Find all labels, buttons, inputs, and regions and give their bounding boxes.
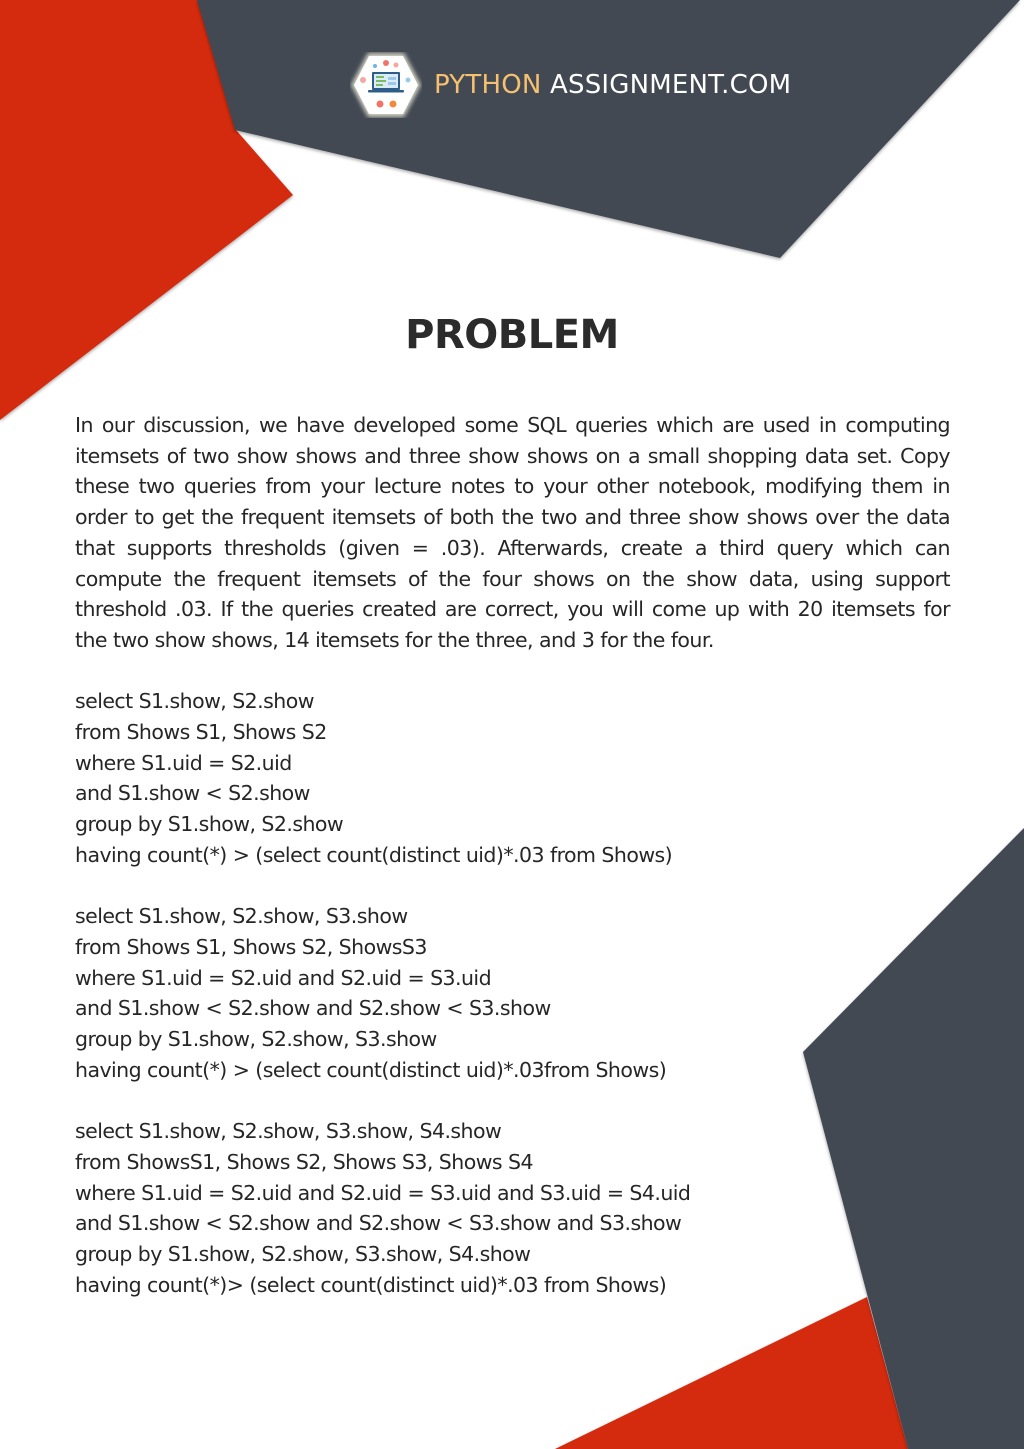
query-line: group by S1.show, S2.show, S3.show bbox=[75, 1027, 437, 1052]
brand-name-python: PYTHON bbox=[434, 70, 542, 100]
query-line: select S1.show, S2.show bbox=[75, 689, 314, 714]
red-shape-bottom bbox=[555, 1297, 908, 1449]
query-line: where S1.uid = S2.uid and S2.uid = S3.uid bbox=[75, 965, 492, 990]
sql-query-three-shows bbox=[75, 901, 950, 1085]
query-line: having count(*) > (select count(distinct uid)*.03 from Shows) bbox=[75, 842, 673, 867]
query-line: select S1.show, S2.show, S3.show, S4.show bbox=[75, 1119, 502, 1144]
query-line: from Shows S1, Shows S2 bbox=[75, 720, 327, 745]
document-body bbox=[75, 410, 950, 1300]
sql-query-four-shows bbox=[75, 1116, 950, 1300]
page-title: PROBLEM bbox=[405, 312, 619, 358]
brand-name-assignment: ASSIGNMENT.COM bbox=[541, 70, 792, 100]
query-line: having count(*)> (select count(distinct uid)*.03 from Shows) bbox=[75, 1272, 667, 1297]
sql-query-two-shows bbox=[75, 686, 950, 870]
query-line: having count(*) > (select count(distinct uid)*.03from Shows) bbox=[75, 1057, 667, 1082]
gray-shape-top bbox=[197, 0, 1024, 258]
laptop-code-hexagon-icon bbox=[350, 52, 422, 118]
brand-name bbox=[434, 52, 791, 118]
query-line: group by S1.show, S2.show, S3.show, S4.show bbox=[75, 1241, 531, 1266]
query-line: and S1.show < S2.show and S2.show < S3.show bbox=[75, 996, 551, 1021]
problem-description: In our discussion, we have developed some SQL queries which are used in computing itemsets of two show shows and three show shows on a small shopping data set. Copy these two queries from your lecture notes to your other notebook, modifying them in order to get the frequent itemsets of both the two and three show shows over the data that supports thresholds (given = .03). Afterwards, create a third query which can compute the frequent itemsets of the four shows on the show data, using support threshold .03. If the queries created are correct, you will come up with 20 itemsets for the two show shows, 14 itemsets for the three, and 3 for the four. bbox=[75, 413, 950, 652]
query-line: where S1.uid = S2.uid bbox=[75, 750, 292, 775]
brand-logo bbox=[350, 52, 791, 118]
query-line: from ShowsS1, Shows S2, Shows S3, Shows S4 bbox=[75, 1149, 533, 1174]
query-line: and S1.show < S2.show bbox=[75, 781, 310, 806]
query-line: group by S1.show, S2.show bbox=[75, 812, 344, 837]
query-line: from Shows S1, Shows S2, ShowsS3 bbox=[75, 934, 427, 959]
query-line: select S1.show, S2.show, S3.show bbox=[75, 904, 408, 929]
query-line: and S1.show < S2.show and S2.show < S3.show and S3.show bbox=[75, 1211, 682, 1236]
query-line: where S1.uid = S2.uid and S2.uid = S3.uid and S3.uid = S4.uid bbox=[75, 1180, 691, 1205]
